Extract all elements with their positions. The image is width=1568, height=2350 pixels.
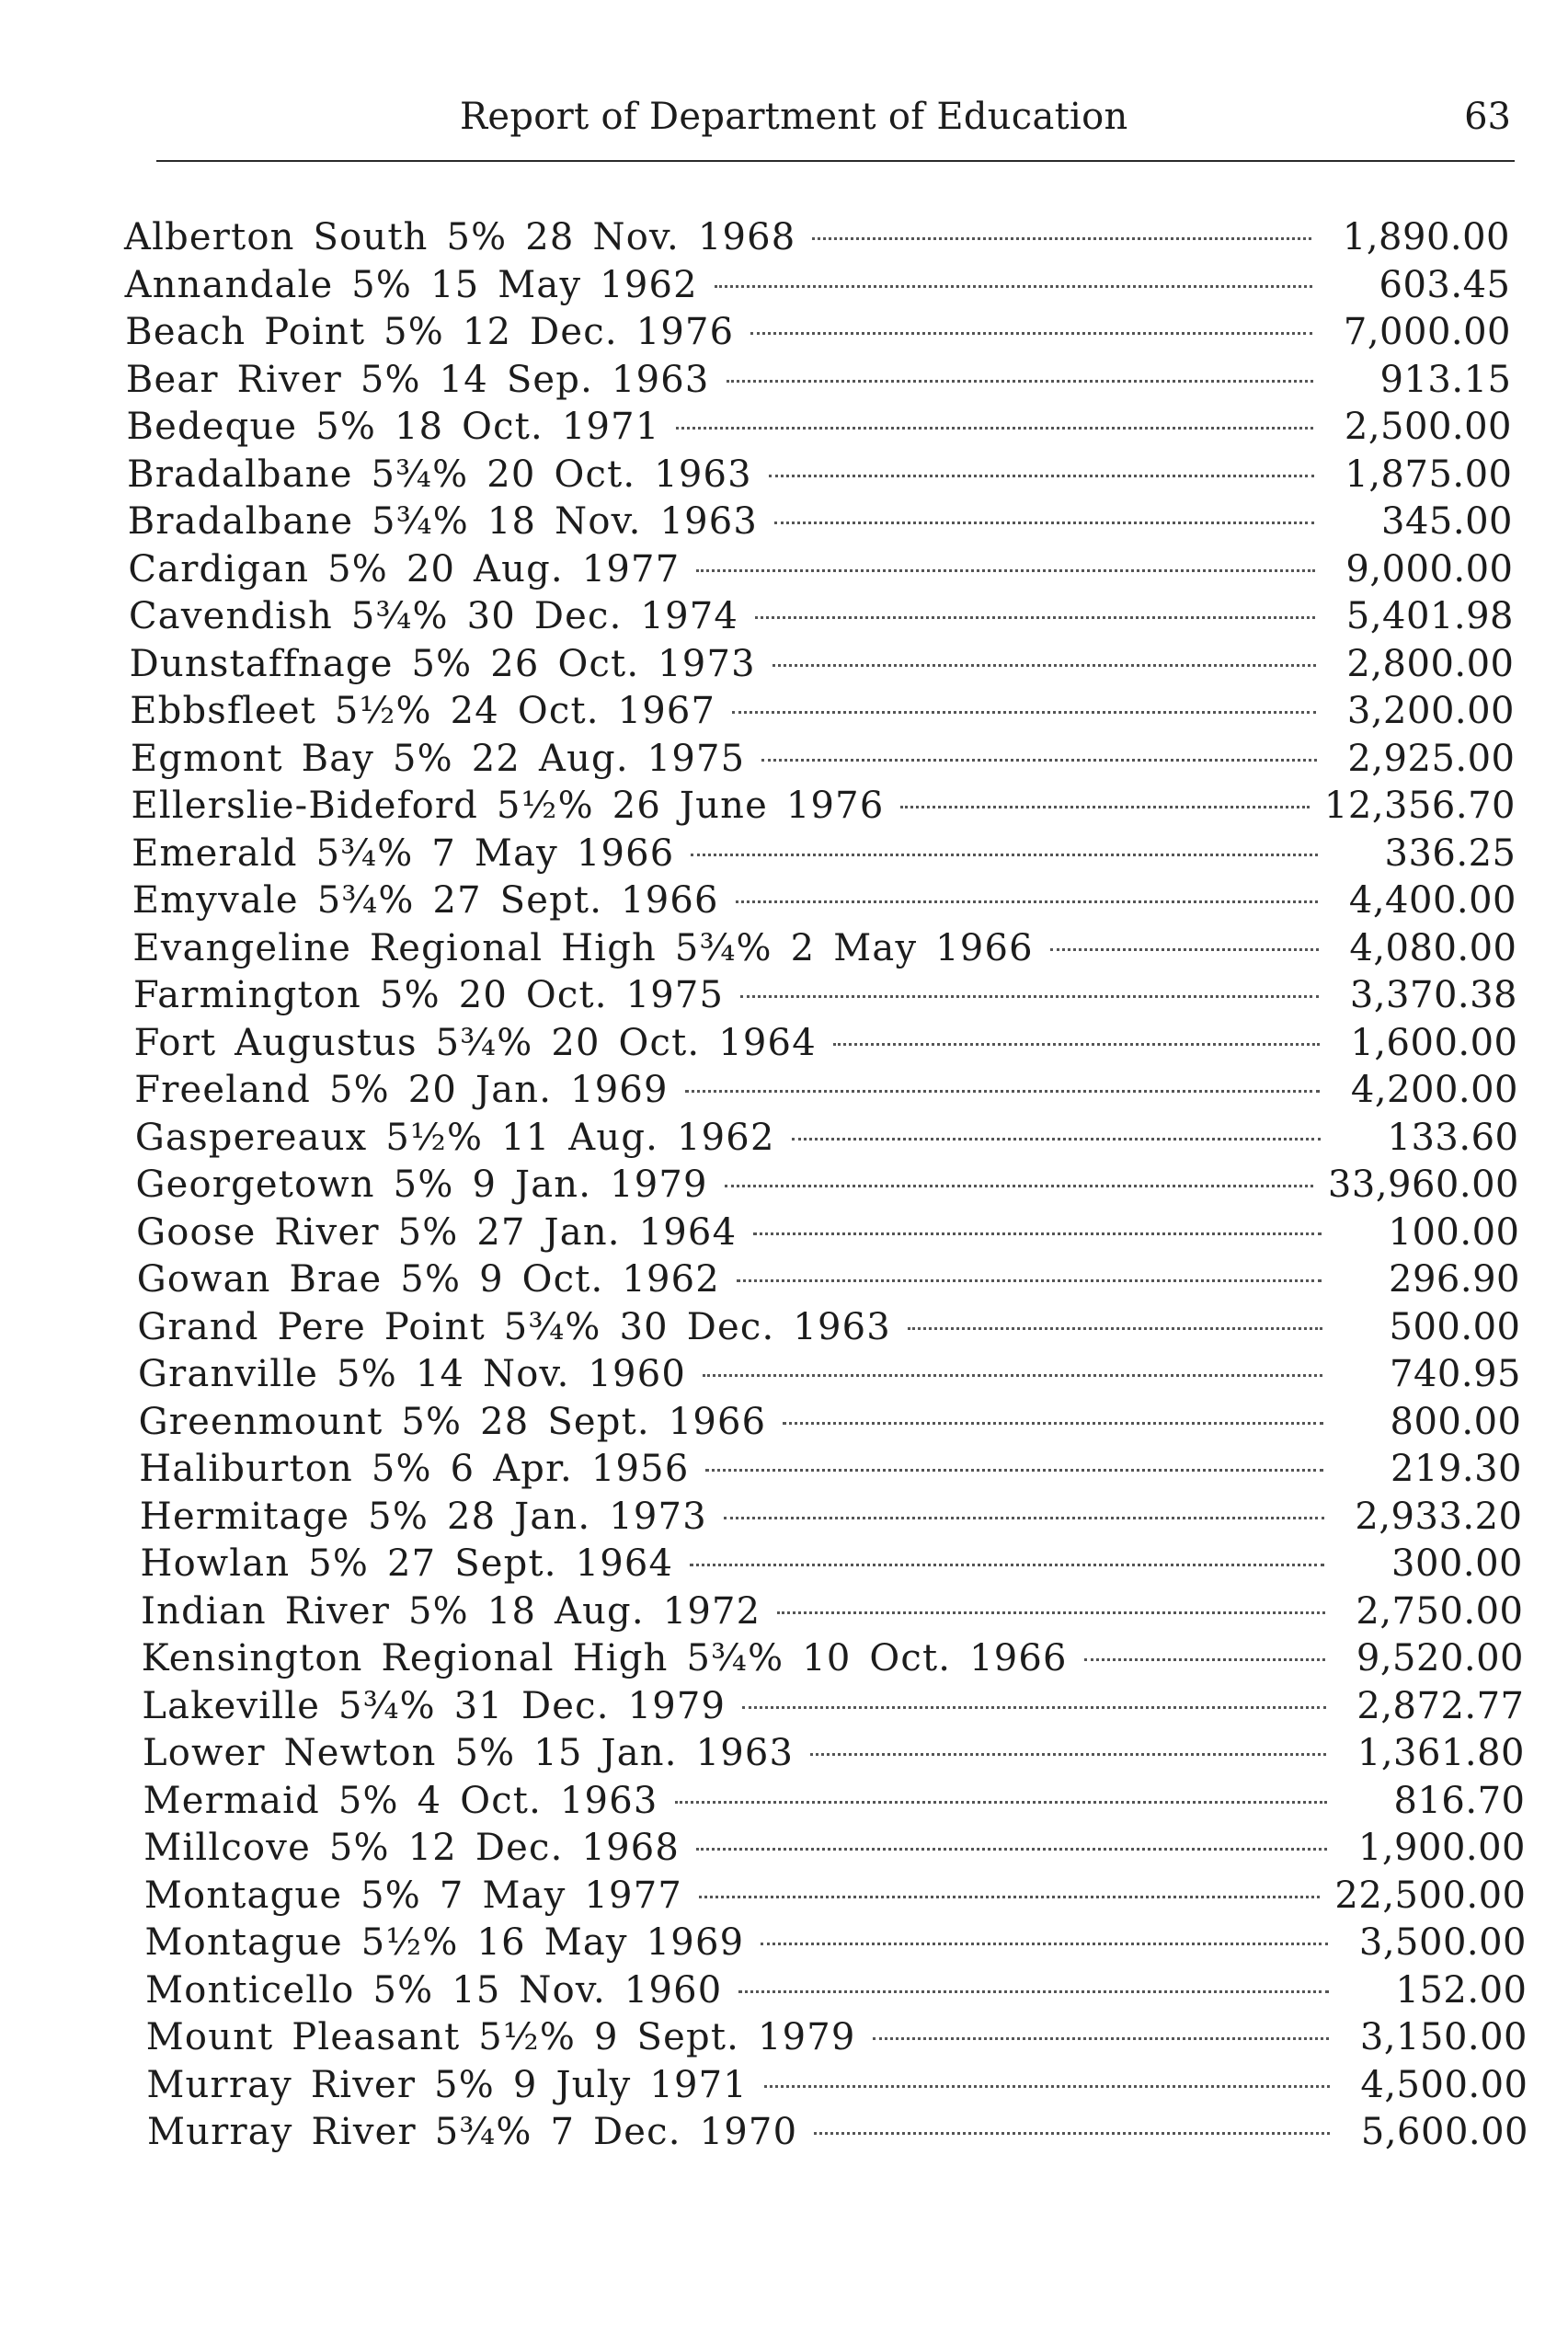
- list-item: [143, 1825, 1526, 1871]
- entry-label: Millcove 5% 12 Dec. 1968: [143, 1827, 681, 1869]
- list-item: [124, 214, 1510, 260]
- list-item: [137, 1256, 1520, 1302]
- dot-leader: [774, 522, 1314, 524]
- list-item: [128, 546, 1513, 592]
- entry-amount: 2,800.00: [1346, 642, 1515, 685]
- entry-amount: 2,750.00: [1356, 1589, 1524, 1633]
- entry-label: Mermaid 5% 4 Oct. 1963: [143, 1779, 658, 1822]
- list-item: [143, 1730, 1525, 1776]
- dot-leader: [738, 1990, 1328, 1993]
- dot-leader: [705, 1469, 1323, 1472]
- entry-label: Fort Augustus 5¾% 20 Oct. 1964: [133, 1021, 817, 1064]
- entry-amount: 4,500.00: [1360, 2063, 1528, 2106]
- entry-label: Ellerslie-Bideford 5½% 26 June 1976: [131, 785, 885, 827]
- entry-label: Annandale 5% 15 May 1962: [124, 263, 698, 306]
- entry-amount: 2,500.00: [1344, 406, 1512, 448]
- list-item: [138, 1351, 1521, 1397]
- entry-label: Mount Pleasant 5½% 9 Sept. 1979: [145, 2016, 856, 2058]
- entry-amount: 3,370.38: [1349, 974, 1517, 1016]
- dot-leader: [783, 1422, 1322, 1425]
- entry-amount: 4,080.00: [1349, 926, 1517, 969]
- entry-amount: 345.00: [1381, 500, 1513, 543]
- list-item: [136, 1162, 1520, 1208]
- dot-leader: [764, 2085, 1330, 2088]
- entry-amount: 2,933.20: [1355, 1495, 1523, 1538]
- dot-leader: [715, 285, 1312, 288]
- list-item: [135, 1115, 1519, 1161]
- list-item: [139, 1399, 1522, 1445]
- entry-label: Goose River 5% 27 Jan. 1964: [136, 1210, 738, 1254]
- entry-label: Farmington 5% 20 Oct. 1975: [133, 974, 725, 1016]
- entry-amount: 3,150.00: [1359, 2016, 1528, 2058]
- entry-label: Haliburton 5% 6 Apr. 1956: [139, 1448, 690, 1490]
- entry-label: Emerald 5¾% 7 May 1966: [132, 831, 675, 875]
- entry-amount: 12,356.70: [1323, 785, 1516, 827]
- dot-leader: [732, 711, 1316, 714]
- entry-label: Dunstaffnage 5% 26 Oct. 1973: [129, 642, 756, 685]
- dot-leader: [1084, 1658, 1325, 1661]
- dot-leader: [773, 664, 1316, 667]
- dot-leader: [833, 1043, 1320, 1046]
- entry-label: Hermitage 5% 28 Jan. 1973: [139, 1495, 707, 1538]
- entry-label: Egmont Bay 5% 22 Aug. 1975: [130, 737, 746, 780]
- entry-amount: 816.70: [1393, 1779, 1526, 1822]
- list-item: [125, 262, 1511, 308]
- dot-leader: [724, 1517, 1324, 1519]
- dot-leader: [675, 1801, 1327, 1804]
- dot-leader: [900, 806, 1309, 808]
- dot-leader: [753, 1232, 1321, 1235]
- dot-leader: [761, 1943, 1328, 1945]
- entry-label: Emyvale 5¾% 27 Sept. 1966: [132, 879, 719, 922]
- entry-amount: 296.90: [1389, 1258, 1520, 1301]
- entry-label: Cardigan 5% 20 Aug. 1977: [128, 547, 681, 590]
- list-item: [130, 688, 1515, 734]
- entry-amount: 1,875.00: [1345, 453, 1513, 496]
- entry-amount: 5,401.98: [1345, 595, 1514, 637]
- entry-label: Howlan 5% 27 Sept. 1964: [140, 1542, 674, 1585]
- dot-leader: [812, 237, 1311, 240]
- list-item: [141, 1541, 1524, 1587]
- entry-label: Lakeville 5¾% 31 Dec. 1979: [142, 1684, 727, 1727]
- entry-amount: 9,000.00: [1345, 547, 1514, 590]
- entry-amount: 1,361.80: [1356, 1732, 1525, 1774]
- entry-amount: 500.00: [1389, 1305, 1521, 1348]
- list-item: [125, 309, 1511, 355]
- list-item: [133, 972, 1517, 1018]
- entry-label: Montague 5½% 16 May 1969: [144, 1921, 745, 1964]
- list-item: [132, 925, 1516, 971]
- dot-leader: [696, 569, 1314, 572]
- entry-label: Freeland 5% 20 Jan. 1969: [134, 1069, 669, 1111]
- list-item: [141, 1588, 1523, 1634]
- entry-amount: 800.00: [1390, 1400, 1522, 1443]
- dot-leader: [777, 1611, 1324, 1614]
- entry-label: Bradalbane 5¾% 18 Nov. 1963: [127, 500, 759, 543]
- dot-leader: [755, 616, 1315, 619]
- list-item: [130, 641, 1515, 687]
- dot-leader: [1050, 948, 1319, 951]
- entry-label: Monticello 5% 15 Nov. 1960: [145, 1968, 723, 2012]
- entry-amount: 3,200.00: [1346, 690, 1515, 732]
- page-number: 63: [1464, 96, 1511, 138]
- entry-label: Gowan Brae 5% 9 Oct. 1962: [136, 1258, 720, 1301]
- entry-amount: 336.25: [1384, 831, 1516, 875]
- page-title: Report of Department of Education: [460, 96, 1128, 138]
- list-item: [140, 1494, 1523, 1540]
- entry-amount: 22,500.00: [1334, 1874, 1527, 1917]
- entry-amount: 913.15: [1379, 358, 1512, 401]
- dot-leader: [690, 1564, 1324, 1566]
- dot-leader: [792, 1138, 1321, 1141]
- list-item: [137, 1304, 1520, 1350]
- list-item: [139, 1446, 1522, 1492]
- entry-amount: 2,925.00: [1347, 737, 1516, 780]
- dot-leader: [769, 475, 1314, 477]
- entry-label: Bedeque 5% 18 Oct. 1971: [126, 406, 660, 448]
- list-item: [132, 877, 1516, 923]
- entry-amount: 9,520.00: [1356, 1637, 1524, 1679]
- dot-leader: [699, 1896, 1320, 1898]
- entry-label: Beach Point 5% 12 Dec. 1976: [125, 311, 735, 353]
- list-item: [146, 2014, 1528, 2060]
- list-item: [127, 452, 1512, 498]
- dot-leader: [737, 1279, 1322, 1282]
- entry-amount: 4,400.00: [1348, 879, 1516, 922]
- entry-label: Murray River 5¾% 7 Dec. 1970: [147, 2111, 798, 2153]
- list-item: [145, 1920, 1528, 1966]
- entry-label: Bear River 5% 14 Sep. 1963: [125, 358, 710, 401]
- entry-label: Ebbsfleet 5½% 24 Oct. 1967: [130, 690, 716, 732]
- entry-amount: 740.95: [1390, 1353, 1521, 1395]
- list-item: [134, 1067, 1518, 1113]
- entry-label: Evangeline Regional High 5¾% 2 May 1966: [132, 926, 1034, 969]
- list-item: [146, 2062, 1528, 2108]
- dot-leader: [691, 854, 1317, 856]
- entry-amount: 219.30: [1391, 1448, 1522, 1490]
- list-item: [145, 1967, 1527, 2013]
- entry-amount: 4,200.00: [1350, 1069, 1518, 1111]
- entry-amount: 1,890.00: [1342, 216, 1510, 258]
- list-item: [142, 1635, 1524, 1681]
- dot-leader: [873, 2037, 1329, 2040]
- entry-amount: 152.00: [1395, 1968, 1528, 2012]
- list-item: [144, 1873, 1527, 1919]
- list-item: [127, 404, 1513, 450]
- dot-leader: [685, 1090, 1320, 1093]
- dot-leader: [725, 1185, 1313, 1187]
- list-item: [132, 783, 1516, 829]
- entry-label: Bradalbane 5¾% 20 Oct. 1963: [127, 453, 752, 496]
- list-item: [136, 1209, 1519, 1255]
- dot-leader: [727, 380, 1313, 383]
- list-item: [126, 357, 1512, 403]
- entry-amount: 1,600.00: [1350, 1021, 1518, 1064]
- dot-leader: [810, 1753, 1326, 1756]
- entry-amount: 3,500.00: [1358, 1921, 1527, 1964]
- list-item: [142, 1683, 1524, 1729]
- entry-amount: 133.60: [1387, 1116, 1519, 1159]
- dot-leader: [736, 900, 1318, 903]
- entry-label: Cavendish 5¾% 30 Dec. 1974: [129, 595, 739, 637]
- dot-leader: [696, 1848, 1327, 1851]
- dot-leader: [761, 759, 1316, 762]
- entry-label: Indian River 5% 18 Aug. 1972: [141, 1589, 761, 1633]
- entry-label: Murray River 5% 9 July 1971: [146, 2063, 748, 2106]
- dot-leader: [742, 1706, 1325, 1709]
- list-item: [132, 831, 1516, 877]
- entry-amount: 1,900.00: [1357, 1827, 1526, 1869]
- list-item: [147, 2109, 1528, 2155]
- entry-label: Kensington Regional High 5¾% 10 Oct. 1966: [141, 1637, 1068, 1679]
- list-item: [129, 593, 1514, 639]
- dot-leader: [750, 332, 1312, 335]
- dot-leader: [814, 2132, 1330, 2135]
- entry-label: Gaspereaux 5½% 11 Aug. 1962: [134, 1116, 775, 1159]
- entry-amount: 300.00: [1391, 1542, 1523, 1585]
- entry-amount: 33,960.00: [1327, 1164, 1519, 1206]
- entry-label: Alberton South 5% 28 Nov. 1968: [124, 216, 796, 258]
- list-item: [134, 1020, 1518, 1066]
- entry-amount: 5,600.00: [1360, 2111, 1528, 2153]
- entry-amount: 603.45: [1379, 263, 1511, 306]
- entry-amount: 7,000.00: [1343, 311, 1511, 353]
- entry-amount: 100.00: [1388, 1210, 1520, 1254]
- entry-label: Georgetown 5% 9 Jan. 1979: [135, 1164, 708, 1206]
- dot-leader: [703, 1374, 1322, 1377]
- entry-label: Montague 5% 7 May 1977: [143, 1874, 683, 1917]
- entry-label: Greenmount 5% 28 Sept. 1966: [138, 1400, 767, 1443]
- dot-leader: [908, 1327, 1322, 1330]
- list-item: [143, 1778, 1526, 1824]
- dot-leader: [676, 427, 1313, 430]
- entry-label: Grand Pere Point 5¾% 30 Dec. 1963: [137, 1305, 891, 1348]
- entry-label: Granville 5% 14 Nov. 1960: [138, 1353, 686, 1395]
- list-item: [128, 499, 1513, 545]
- list-item: [131, 736, 1516, 782]
- entry-label: Lower Newton 5% 15 Jan. 1963: [143, 1732, 795, 1774]
- entry-amount: 2,872.77: [1356, 1684, 1525, 1727]
- dot-leader: [740, 995, 1319, 998]
